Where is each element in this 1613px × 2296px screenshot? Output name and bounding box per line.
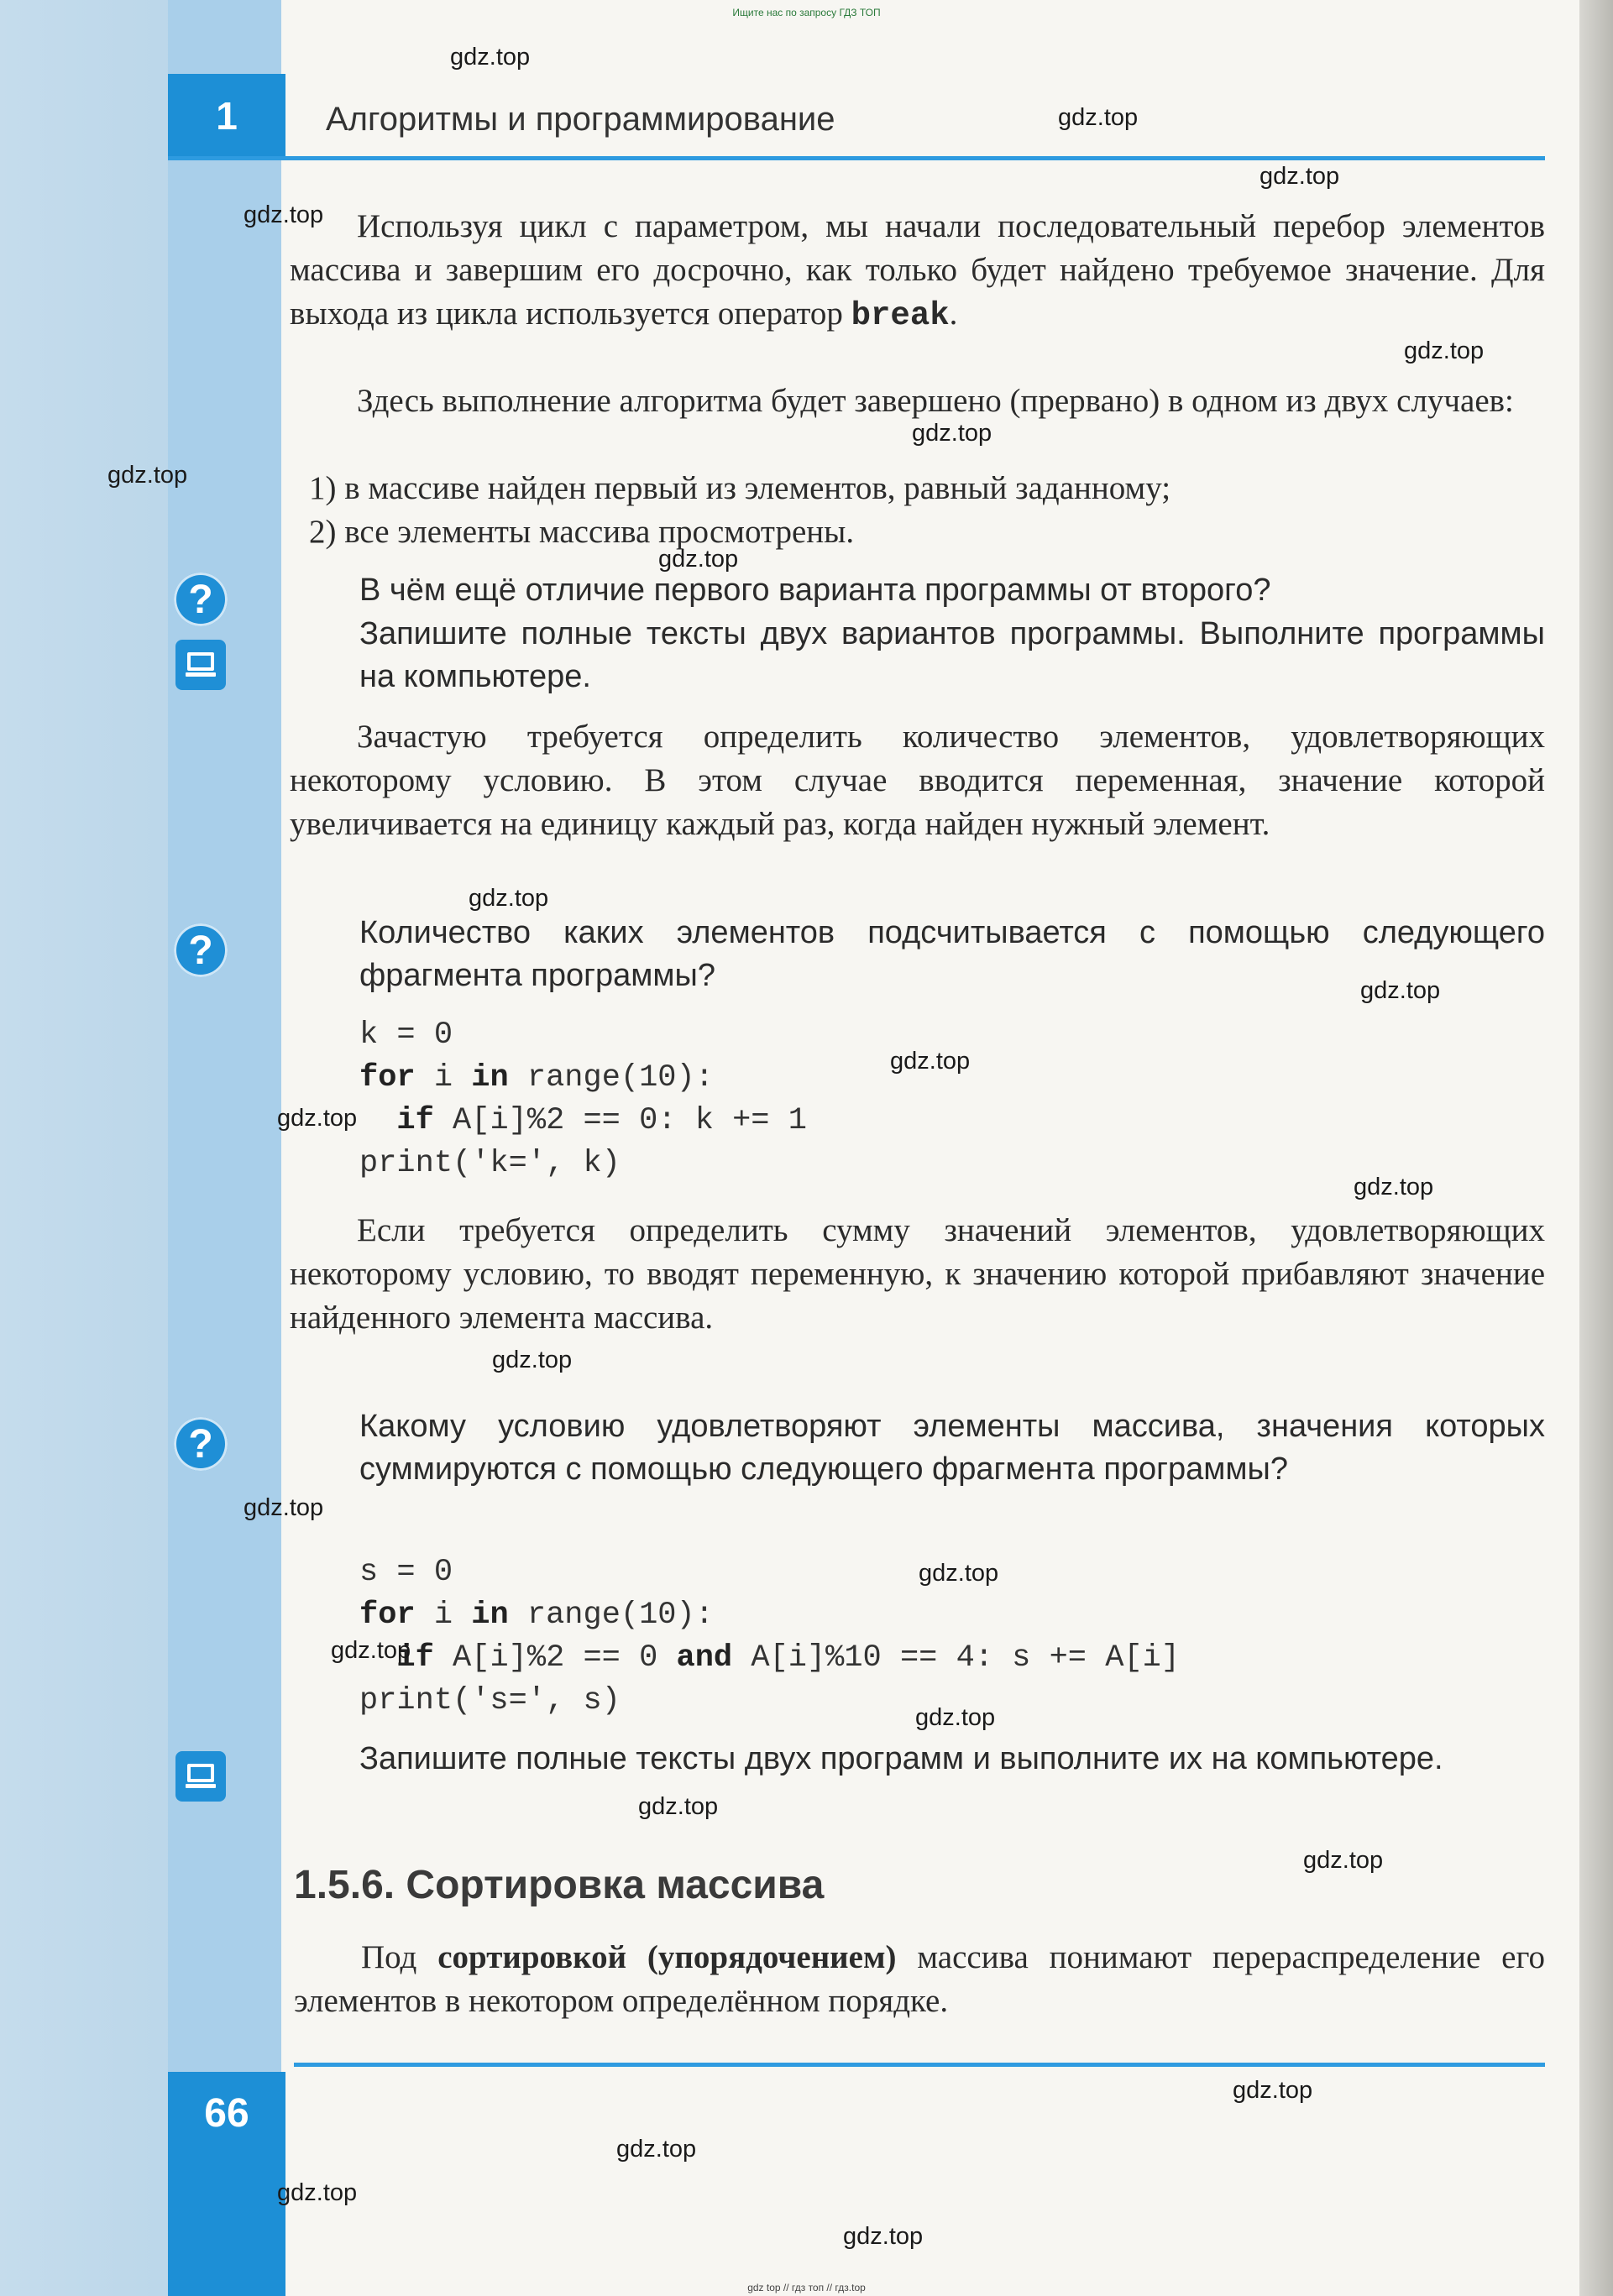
watermark: gdz.top bbox=[244, 1494, 324, 1521]
paragraph-1-end: . bbox=[949, 295, 958, 332]
code-line: k = 0 bbox=[359, 1017, 453, 1053]
question-icon: ? bbox=[174, 1417, 228, 1471]
header-rule bbox=[168, 156, 1545, 160]
code-line: s = 0 bbox=[359, 1555, 453, 1590]
list-item: 1) в массиве найден первый из элементов, равный заданному; bbox=[309, 470, 1171, 506]
computer-icon bbox=[175, 640, 226, 690]
case-list bbox=[309, 467, 1543, 554]
chapter-title: Алгоритмы и программирование bbox=[326, 101, 835, 138]
paragraph-2: Здесь выполнение алгоритма будет завершено (прервано) в одном из двух случаев: bbox=[357, 383, 1514, 419]
code-fragment-1 bbox=[359, 1014, 807, 1185]
watermark: gdz.top bbox=[277, 1105, 358, 1132]
watermark: gdz.top bbox=[492, 1347, 573, 1373]
question-2: Количество каких элементов подсчитывается с помощью следующего фрагмента программы? bbox=[359, 915, 1545, 993]
watermark: gdz.top bbox=[1354, 1174, 1434, 1200]
watermark: gdz.top bbox=[107, 462, 188, 489]
chapter-number: 1 bbox=[168, 74, 285, 158]
page-number: 66 bbox=[204, 2091, 249, 2136]
watermark: gdz.top bbox=[919, 1560, 999, 1587]
watermark: gdz.top bbox=[1404, 337, 1485, 364]
top-note: Ищите нас по запросу ГДЗ ТОП bbox=[732, 7, 881, 18]
left-margin bbox=[0, 0, 281, 2296]
footer-rule bbox=[294, 2063, 1545, 2067]
paragraph-5-start: Под bbox=[361, 1939, 438, 1975]
bottom-note: gdz top // гдз топ // гдз.top bbox=[747, 2282, 866, 2293]
code-line: if A[i]%2 == 0 and A[i]%10 == 4: s += A[i] bbox=[396, 1640, 1181, 1676]
question-1: В чём ещё отличие первого варианта программы от второго? bbox=[359, 573, 1271, 608]
page-edge bbox=[1579, 0, 1613, 2296]
watermark: gdz.top bbox=[1233, 2077, 1313, 2104]
paragraph-3: Зачастую требуется определить количество элементов, удовлетворяющих некоторому условию. В этом случае вводится переменная, значение которой увеличивается на единицу каждый раз, когда найден нужный элемент. bbox=[290, 719, 1545, 842]
question-icon: ? bbox=[174, 923, 228, 977]
computer-icon bbox=[175, 1751, 226, 1802]
paragraph-5-end: массива понимают перераспределение его элементов в некотором определённом порядке. bbox=[294, 1939, 1545, 2019]
watermark: gdz.top bbox=[1260, 163, 1340, 190]
watermark: gdz.top bbox=[331, 1637, 411, 1664]
watermark: gdz.top bbox=[244, 201, 324, 228]
paragraph-1-text: Используя цикл с параметром, мы начали последовательный перебор элементов массива и завершим его досрочно, как только будет найдено требуемое значение. Для выхода из цикла используется оператор bbox=[290, 208, 1545, 332]
code-line: for i in range(10): bbox=[359, 1598, 714, 1633]
paragraph-4: Если требуется определить сумму значений элементов, удовлетворяющих некоторому условию, то вводят переменную, к значению которой прибавляют значение найденного элемента массива. bbox=[290, 1212, 1545, 1336]
paragraph-1 bbox=[290, 205, 1545, 337]
watermark: gdz.top bbox=[616, 2136, 697, 2163]
task-2: Запишите полные тексты двух программ и выполните их на компьютере. bbox=[359, 1741, 1443, 1776]
list-item: 2) все элементы массива просмотрены. bbox=[309, 514, 855, 550]
task-1: Запишите полные тексты двух вариантов программы. Выполните программы на компьютере. bbox=[359, 616, 1545, 694]
code-line: for i in range(10): bbox=[359, 1060, 714, 1096]
watermark: gdz.top bbox=[843, 2223, 924, 2250]
margin-strip bbox=[168, 0, 281, 2296]
watermark: gdz.top bbox=[277, 2179, 358, 2206]
watermark: gdz.top bbox=[638, 1793, 719, 1820]
code-fragment-2 bbox=[359, 1551, 1180, 1723]
watermark: gdz.top bbox=[450, 44, 531, 71]
section-title: 1.5.6. Сортировка массива bbox=[294, 1863, 825, 1907]
watermark: gdz.top bbox=[915, 1704, 996, 1731]
question-icon: ? bbox=[174, 573, 228, 626]
sorting-term: сортировкой (упорядочением) bbox=[437, 1939, 897, 1975]
watermark: gdz.top bbox=[1360, 977, 1441, 1004]
code-line: if A[i]%2 == 0: k += 1 bbox=[396, 1103, 807, 1138]
code-line: print('k=', k) bbox=[359, 1146, 621, 1181]
watermark: gdz.top bbox=[469, 885, 549, 912]
watermark: gdz.top bbox=[890, 1048, 971, 1075]
watermark: gdz.top bbox=[1058, 104, 1139, 131]
watermark: gdz.top bbox=[1303, 1847, 1384, 1874]
watermark: gdz.top bbox=[658, 546, 739, 573]
paragraph-5 bbox=[294, 1936, 1545, 2023]
break-keyword: break bbox=[851, 297, 950, 334]
code-line: print('s=', s) bbox=[359, 1683, 621, 1718]
question-3: Какому условию удовлетворяют элементы массива, значения которых суммируются с помощью следующего фрагмента программы? bbox=[359, 1409, 1545, 1487]
watermark: gdz.top bbox=[912, 420, 992, 447]
